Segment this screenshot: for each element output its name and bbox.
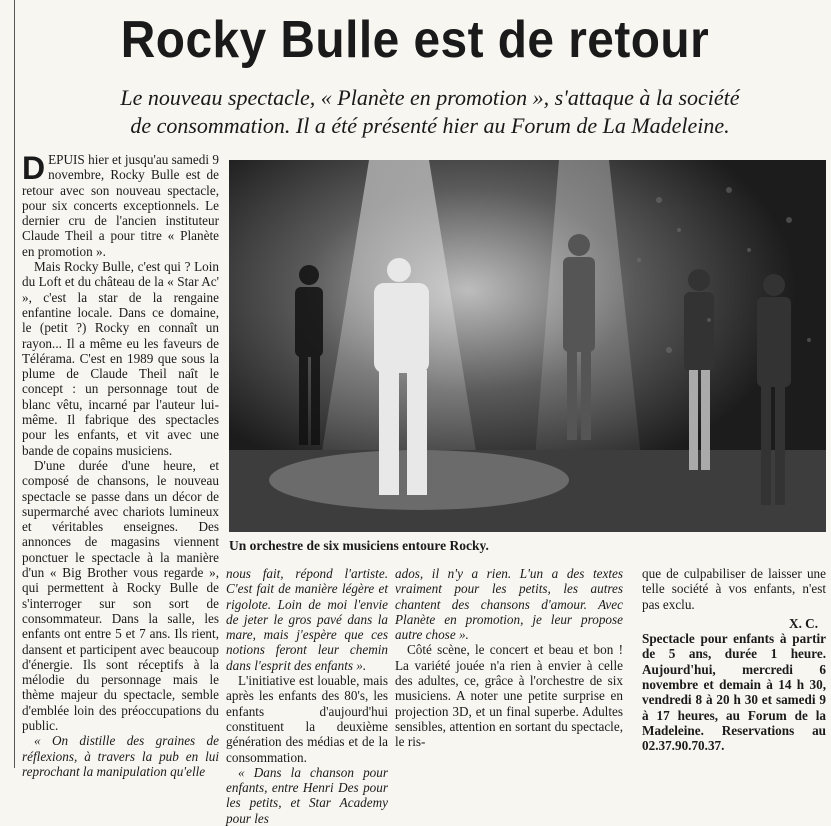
- paragraph: DEPUIS hier et jusqu'au samedi 9 novembre, Rocky Bulle est de retour avec son nouveau spectacle, pour six concerts exceptionnels. Le dernier cru de l'ancien instituteur Claude Theil a pour titre « Planète en promotion ».: [22, 150, 219, 259]
- paragraph-quote: « Dans la chanson pour enfants, entre Henri Des pour les petits, et Star Academy pour les: [226, 764, 388, 826]
- paragraph: Côté scène, le concert et beau et bon ! La variété jouée n'a rien à envier à celle des adultes, ce, grâce à l'orchestre de six musiciens. A noter une petite surprise en projection 3D, et un final superbe. Adultes sensibles, attention en sortant du spectacle, le ris-: [395, 642, 623, 750]
- drop-cap: D: [22, 150, 46, 186]
- author-signature: X. C.: [789, 615, 818, 631]
- stage-photo-illustration: [229, 160, 826, 532]
- deck: [80, 84, 780, 140]
- article-column-4: [642, 566, 826, 764]
- column-rule: [14, 0, 15, 768]
- article-column-1: [22, 150, 219, 779]
- concert-photo: [229, 160, 826, 532]
- paragraph-quote: ados, il n'y a rien. L'un a des textes vraiment pour les petits, les autres chantent des chansons d'amour. Avec Planète en promotion, je leur propose autre chose ».: [395, 566, 623, 643]
- article-column-2: [226, 566, 388, 826]
- deck-line-2: de consommation. Il a été présenté hier au Forum de La Madeleine.: [130, 113, 730, 138]
- practical-info: Spectacle pour enfants à partir de 5 ans, durée 1 heure. Aujourd'hui, mercredi 6 novembre et demain à 14 h 30, vendredi 8 à 20 h 30 et samedi 9 à 17 heures, au Forum de la Madeleine. Reservations au 02.37.90.70.37.: [642, 631, 826, 754]
- paragraph: que de culpabiliser de laisser une telle société à vos enfants, n'est pas exclu.: [642, 566, 826, 612]
- deck-line-1: Le nouveau spectacle, « Planète en promotion », s'attaque à la société: [120, 85, 740, 110]
- paragraph: Mais Rocky Bulle, c'est qui ? Loin du Loft et du château de la « Star Ac' », c'est la star de la rengaine enfantine locale. Dans ce domaine, le (petit ?) Rocky en connaît un rayon... Il a même eu les faveurs de Télérama. C'est en 1989 que sous la plume de Claude Theil naît le concept : un personnage tout de blanc vêtu, incarné par l'auteur lui-même. Il fabrique des spectacles pour les enfants, et vit avec une bande de copains musiciens.: [22, 259, 219, 458]
- photo-caption: Un orchestre de six musiciens entoure Rocky.: [229, 538, 489, 553]
- article-column-3: [395, 566, 623, 764]
- paragraph: L'initiative est louable, mais après les enfants des 80's, les enfants d'aujourd'hui constituent la deuxième génération des médias et de la consommation.: [226, 673, 388, 765]
- headline: Rocky Bulle est de retour: [120, 11, 710, 69]
- paragraph-quote: nous fait, répond l'artiste. C'est fait de manière légère et rigolote. Loin de moi l'envie de jeter le gros pavé dans la mare, mais j'espère que ces notions feront leur chemin dans l'esprit des enfants ».: [226, 566, 388, 673]
- paragraph-quote: « On distille des graines de réflexions, à travers la pub en lui reprochant la manipulation qu'elle: [22, 733, 219, 779]
- paragraph: D'une durée d'une heure, et composé de chansons, le nouveau spectacle se passe dans un décor de supermarché avec chariots lumineux et véritables enseignes. Des annonces de magasins viennent ponctuer le spectacle à la manière d'un « Big Brother vous regarde », qui permettent à Rocky Bulle de s'interroger sur son sort de consommateur. Dans la salle, les enfants ont entre 5 et 7 ans. Ils rient, dansent et participent avec beaucoup d'énergie. Ils sont réceptifs à la mélodie du personnage mais le thème majeur du spectacle, semble d'emblée loin des préoccupations du public.: [22, 457, 219, 733]
